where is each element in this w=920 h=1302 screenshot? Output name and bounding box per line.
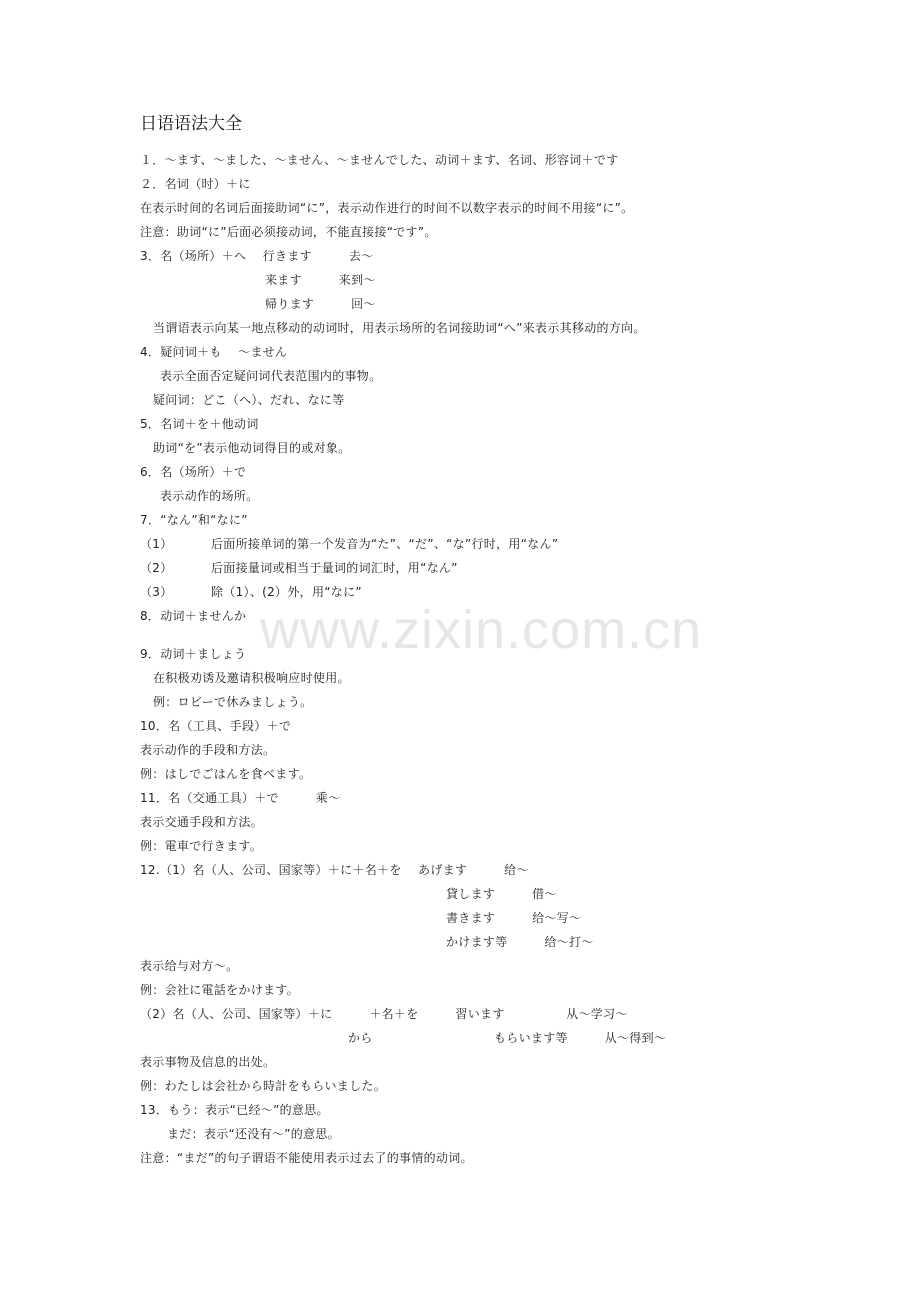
text-line: （2）名（人、公司、国家等）＋に ＋名＋を 習います 从～学习～ [140,1007,628,1021]
text-line: 后面所接单词的第一个发音为“た”、“だ”、“な”行时，用“なん” [211,537,559,551]
text-line: 8．动词＋ませんか [140,609,247,623]
text-line: 帰ります 回～ [265,297,376,311]
text-line: 9．动词＋ましょう [140,647,247,661]
text-line: 11．名（交通工具）＋で 乘～ [140,791,341,805]
text-line: 注意：助词“に”后面必须接动词，不能直接接“です”。 [140,225,437,239]
text-line: 6．名（场所）＋で [140,465,247,479]
text-line: 例：わたしは会社から時計をもらいました。 [140,1079,387,1093]
text-line: 例：はしでごはんを食べます。 [140,767,312,781]
text-line: まだ：表示“还没有～”的意思。 [167,1127,340,1141]
text-line: 書きます 给～写～ [446,911,582,925]
text-line: 注意：“まだ”的句子谓语不能使用表示过去了的事情的动词。 [140,1151,473,1165]
text-line: 3．名（场所）＋へ 行きます 去～ [140,249,374,263]
text-line: 除（1）、(2）外，用“なに” [211,585,362,599]
text-line: 当谓语表示向某一地点移动的动词时，用表示场所的名词接助词“へ”来表示其移动的方向。 [153,321,646,335]
text-line: 5．名词＋を＋他动词 [140,417,259,431]
text-line: （2） [140,561,173,575]
text-line: 13．もう：表示“已经～”的意思。 [140,1103,329,1117]
text-line: 表示动作的手段和方法。 [140,743,276,757]
text-line: ２．名词（时）＋に [140,177,251,191]
text-line: 貸します 借～ [446,887,557,901]
text-line: 表示全面否定疑问词代表范围内的事物。 [160,369,382,383]
text-line: 后面接量词或相当于量词的词汇时，用“なん” [211,561,458,575]
text-line: 表示事物及信息的出处。 [140,1055,276,1069]
text-line: もらいます等 从～得到～ [494,1031,667,1045]
text-line: 7．“なん”和“なに” [140,513,248,527]
text-line: 表示动作的场所。 [160,489,259,503]
text-line: 10．名（工具、手段）＋で [140,719,292,733]
text-line: から [348,1031,373,1045]
page-title: 日语语法大全 [140,114,242,134]
text-line: 表示给与对方～。 [140,959,239,973]
watermark: www.zixin.com.cn [260,600,703,660]
text-line: 12.（1）名（人、公司、国家等）＋に＋名＋を あげます 给～ [140,863,529,877]
text-line: 来ます 来到～ [265,273,376,287]
text-line: 4．疑问词＋も ～ません [140,345,288,359]
text-line: 疑问词：どこ（へ）、だれ、なに等 [153,393,345,407]
text-line: 例：ロビーで休みましょう。 [153,695,313,709]
text-line: （3） [140,585,173,599]
text-line: 表示交通手段和方法。 [140,815,264,829]
text-line: かけます等 给～打～ [446,935,594,949]
text-line: 助词“を”表示他动词得目的或对象。 [153,441,351,455]
text-line: １．～ます、～ました、～ません、～ませんでした、动词＋ます、名词、形容词＋です [140,153,619,167]
text-line: 例：電車で行きます。 [140,839,263,853]
text-line: （1） [140,537,173,551]
text-line: 例：会社に電話をかけます。 [140,983,299,997]
text-line: 在表示时间的名词后面接助词“に”，表示动作进行的时间不以数字表示的时间不用接“に”。 [140,201,634,215]
text-line: 在积极劝诱及邀请积极响应时使用。 [153,671,350,685]
